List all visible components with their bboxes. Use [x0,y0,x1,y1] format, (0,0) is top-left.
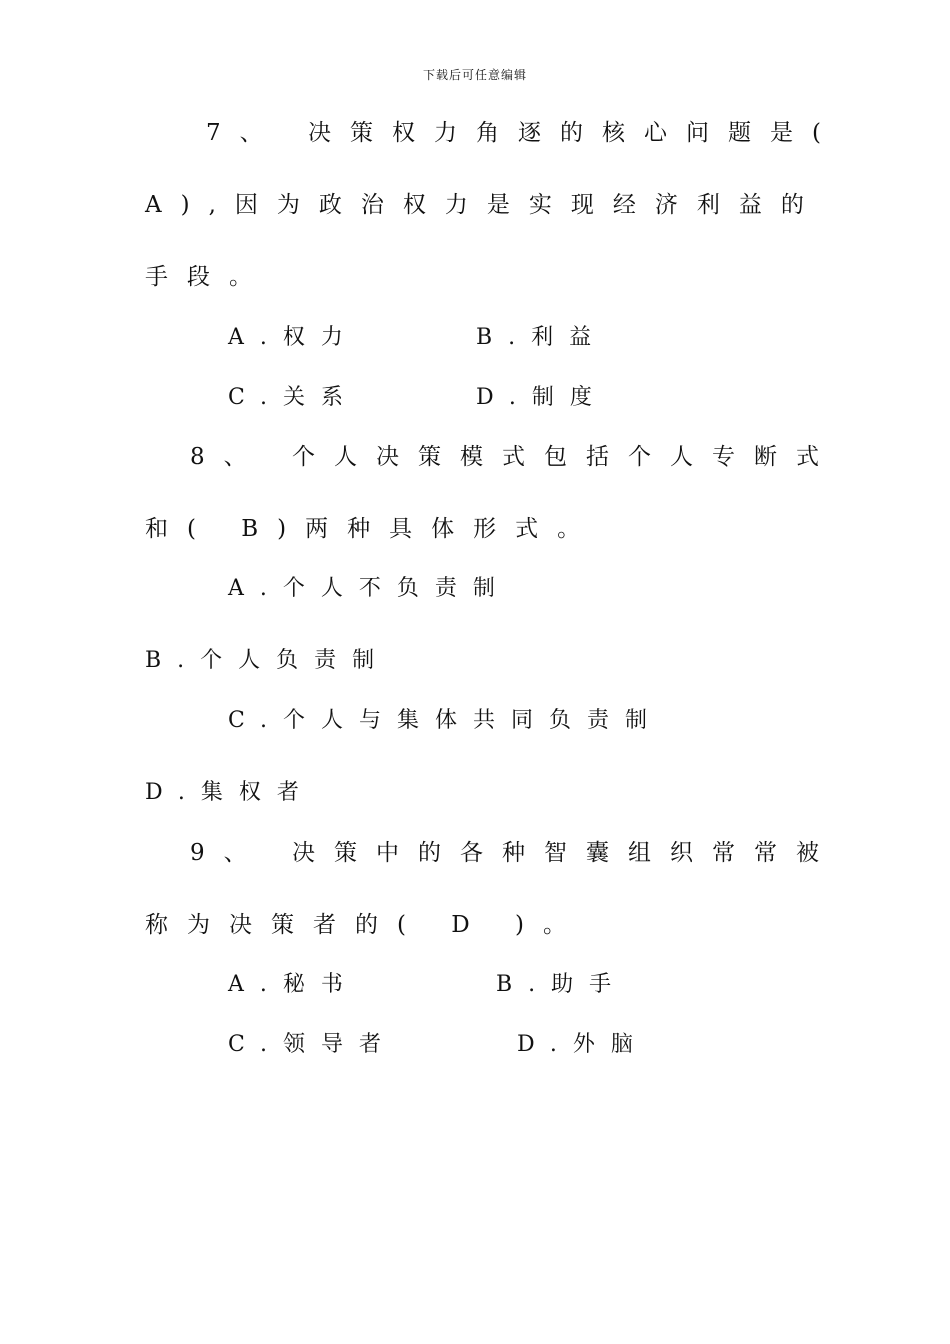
q9-option-b: B.助手 [496,972,628,997]
q9-option-c: C.领导者 [228,1032,398,1057]
q7-option-a: A.权力 [228,325,359,350]
q7-line-2: A),因为政治权力是实现经济利益的 [145,192,823,218]
q7-line-1: 7、 决策权力角逐的核心问题是( [206,120,840,146]
q9-line-1: 9、 决策中的各种智囊组织常常被 [190,840,838,866]
page-header: 下载后可任意编辑 [422,68,527,82]
q8-option-c: C.个人与集体共同负责制 [228,708,664,733]
q9-option-d: D.外脑 [517,1032,649,1057]
q9-line-2: 称为决策者的( D )。 [145,912,586,938]
q7-option-c: C.关系 [228,385,360,410]
q8-line-1: 8、 个人决策模式包括个人专断式 [190,444,838,470]
q8-option-b: B.个人负责制 [145,648,391,673]
q7-option-d: D.制度 [476,385,608,410]
q8-option-a: A.个人不负责制 [228,576,511,601]
q8-option-d: D.集权者 [145,780,315,805]
q7-option-b: B.利益 [476,325,608,350]
q9-option-a: A.秘书 [228,972,359,997]
q7-line-3: 手段。 [145,264,271,290]
q8-line-2: 和( B)两种具体形式。 [145,516,600,542]
